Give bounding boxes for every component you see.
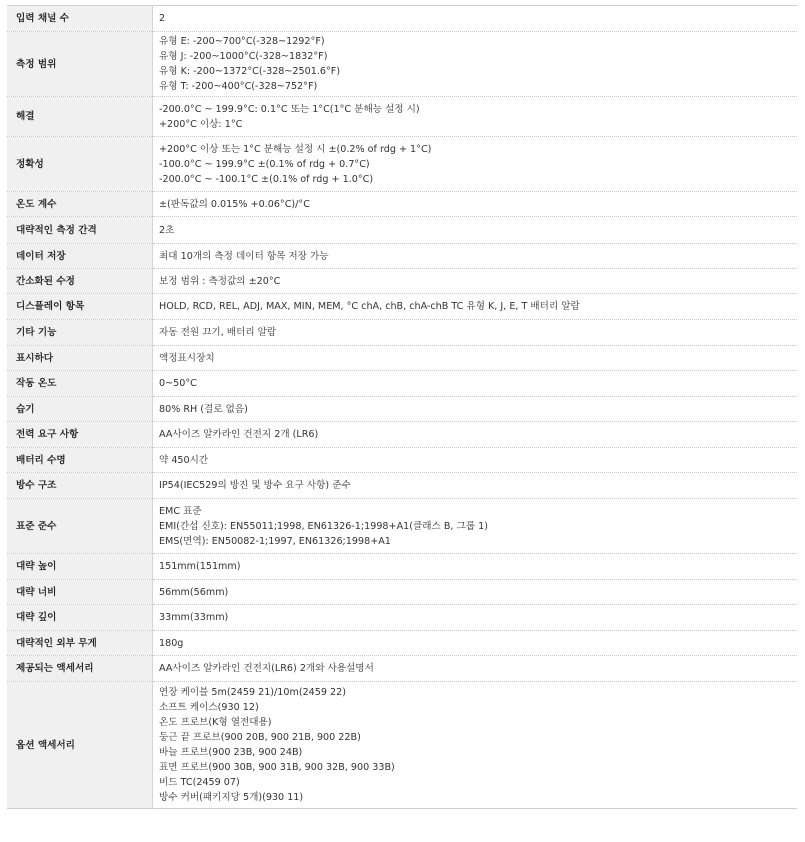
spec-value-line: 보정 범위 : 측정값의 ±20°C (159, 275, 281, 287)
spec-value-line: 0~50°C (159, 378, 197, 389)
spec-value (153, 346, 798, 371)
spec-label: 대략적인 측정 간격 (7, 217, 153, 244)
spec-label: 대략적인 외부 무게 (7, 631, 153, 656)
spec-value-line: 56mm(56mm) (159, 586, 229, 598)
spec-value (153, 371, 798, 397)
spec-value-line: AA사이즈 알카라인 건전지 2개 (LR6) (159, 429, 319, 440)
spec-label: 정확성 (7, 137, 153, 192)
spec-value-line: HOLD, RCD, REL, ADJ, MAX, MIN, MEM, °C chA, chB, chA-chB TC 유형 K, J, E, T 배터리 알람 (159, 301, 580, 312)
spec-value-line: IP54(IEC529의 방진 및 방수 요구 사항) 준수 (159, 480, 351, 491)
spec-value (153, 605, 798, 631)
spec-value-line: 표면 프로브(900 30B, 900 31B, 900 32B, 900 33B) (159, 762, 395, 773)
spec-value-line: 2초 (159, 224, 175, 236)
spec-value (153, 631, 798, 656)
spec-row (7, 320, 797, 346)
spec-label: 표준 준수 (7, 499, 153, 554)
spec-value-line: 액정표시장치 (159, 352, 215, 364)
spec-row (7, 269, 797, 294)
spec-value-line: EMI(간섭 신호): EN55011;1998, EN61326-1;1998+A1(클래스 B, 그룹 1) (159, 520, 488, 532)
spec-value (153, 137, 798, 192)
spec-row (7, 499, 797, 554)
spec-label: 간소화된 수정 (7, 269, 153, 294)
spec-value-line: 바늘 프로브(900 23B, 900 24B) (159, 747, 303, 758)
spec-row (7, 682, 797, 809)
spec-label: 방수 구조 (7, 473, 153, 499)
spec-row (7, 605, 797, 631)
spec-value-line: 소프트 케이스(930 12) (159, 702, 259, 713)
spec-value-line: AA사이즈 알카라인 건전지(LR6) 2개와 사용설명서 (159, 663, 374, 674)
spec-row (7, 656, 797, 682)
spec-label: 대략 너비 (7, 580, 153, 605)
spec-label: 전력 요구 사항 (7, 422, 153, 448)
spec-row (7, 397, 797, 422)
spec-row (7, 346, 797, 371)
spec-row (7, 371, 797, 397)
spec-value-line: 연장 케이블 5m(2459 21)/10m(2459 22) (159, 687, 346, 698)
spec-value-line: 유형 E: -200~700°C(-328~1292°F) (159, 36, 325, 47)
spec-value (153, 32, 798, 97)
spec-table-body (7, 6, 797, 809)
spec-value-line: 유형 T: -200~400°C(-328~752°F) (159, 81, 318, 92)
spec-value-line: 80% RH (결로 없음) (159, 403, 248, 415)
spec-value (153, 192, 798, 217)
spec-value (153, 269, 798, 294)
spec-row (7, 554, 797, 580)
spec-label: 습기 (7, 397, 153, 422)
spec-label: 디스플레이 항목 (7, 294, 153, 320)
spec-row (7, 6, 797, 32)
spec-value-line: EMS(면역): EN50082-1;1997, EN61326;1998+A1 (159, 535, 391, 547)
spec-value-line: 유형 K: -200~1372°C(-328~2501.6°F) (159, 66, 341, 77)
spec-value (153, 422, 798, 448)
spec-value-line: 2 (159, 13, 166, 24)
spec-label: 작동 온도 (7, 371, 153, 397)
spec-value-line: -200.0°C ~ 199.9°C: 0.1°C 또는 1°C(1°C 분해능 설정 시) (159, 103, 420, 115)
spec-row (7, 473, 797, 499)
spec-table (7, 5, 797, 809)
spec-value (153, 682, 798, 809)
spec-row (7, 217, 797, 244)
spec-value-line: +200°C 이상 또는 1°C 분해능 설정 시 ±(0.2% of rdg + 1°C) (159, 143, 432, 155)
spec-label: 데이터 저장 (7, 244, 153, 269)
spec-value-line: 151mm(151mm) (159, 561, 241, 572)
spec-value (153, 580, 798, 605)
spec-value-line: 자동 전원 끄기, 배터리 알람 (159, 327, 277, 338)
spec-value (153, 554, 798, 580)
spec-label: 표시하다 (7, 346, 153, 371)
spec-label: 입력 채널 수 (7, 6, 153, 32)
spec-row (7, 631, 797, 656)
spec-label: 배터리 수명 (7, 448, 153, 473)
spec-label: 대략 깊이 (7, 605, 153, 631)
spec-value-line: 33mm(33mm) (159, 612, 229, 623)
spec-value (153, 294, 798, 320)
spec-value-line: 방수 커버(패키지당 5개)(930 11) (159, 792, 304, 803)
spec-row (7, 294, 797, 320)
spec-value-line: ±(판독값의 0.015% +0.06°C)/°C (159, 198, 310, 210)
spec-value-line: +200°C 이상: 1°C (159, 118, 243, 130)
spec-row (7, 192, 797, 217)
spec-value (153, 473, 798, 499)
spec-value (153, 244, 798, 269)
spec-row (7, 32, 797, 97)
spec-value (153, 6, 798, 32)
spec-value (153, 499, 798, 554)
spec-value-line: -100.0°C ~ 199.9°C ±(0.1% of rdg + 0.7°C) (159, 158, 370, 170)
spec-row (7, 422, 797, 448)
spec-value-line: EMC 표준 (159, 505, 202, 517)
spec-value (153, 97, 798, 137)
spec-label: 측정 범위 (7, 32, 153, 97)
spec-value-line: 비드 TC(2459 07) (159, 777, 240, 788)
spec-row (7, 580, 797, 605)
spec-value-line: 최대 10개의 측정 데이터 항목 저장 가능 (159, 250, 329, 262)
spec-label: 옵션 액세서리 (7, 682, 153, 809)
spec-label: 온도 계수 (7, 192, 153, 217)
spec-value-line: 약 450시간 (159, 454, 209, 466)
spec-value (153, 217, 798, 244)
spec-value (153, 397, 798, 422)
spec-row (7, 97, 797, 137)
spec-value-line: 180g (159, 637, 184, 649)
spec-value (153, 448, 798, 473)
spec-value (153, 320, 798, 346)
spec-value-line: -200.0°C ~ -100.1°C ±(0.1% of rdg + 1.0°C) (159, 173, 374, 185)
spec-row (7, 137, 797, 192)
spec-value-line: 온도 프로브(K형 열전대용) (159, 717, 272, 728)
spec-label: 제공되는 액세서리 (7, 656, 153, 682)
spec-value-line: 둥근 끝 프로브(900 20B, 900 21B, 900 22B) (159, 732, 361, 743)
spec-label: 기타 기능 (7, 320, 153, 346)
spec-row (7, 244, 797, 269)
spec-value (153, 656, 798, 682)
spec-value-line: 유형 J: -200~1000°C(-328~1832°F) (159, 51, 328, 62)
spec-row (7, 448, 797, 473)
spec-label: 대략 높이 (7, 554, 153, 580)
spec-label: 해결 (7, 97, 153, 137)
